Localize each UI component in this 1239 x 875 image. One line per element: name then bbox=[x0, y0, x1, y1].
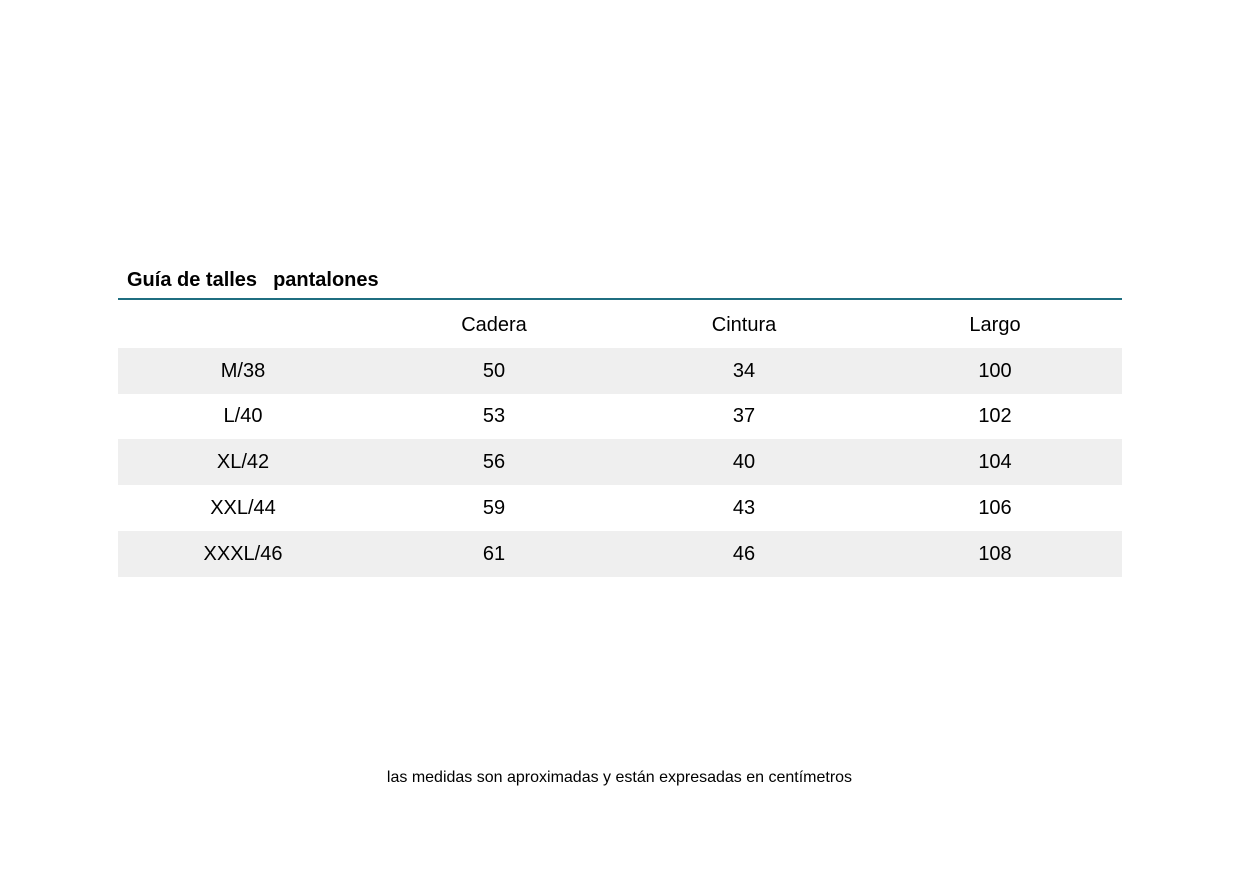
cintura-cell: 46 bbox=[732, 542, 756, 565]
largo-cell: 106 bbox=[978, 497, 1012, 520]
size-cell: XL/42 bbox=[216, 451, 270, 474]
table-header-row bbox=[118, 302, 1122, 348]
table-row bbox=[118, 439, 1122, 485]
title-text: Guía de talles bbox=[127, 269, 258, 291]
header-cell-largo: Largo bbox=[969, 313, 1021, 336]
cintura-cell: 40 bbox=[732, 451, 756, 474]
page-title bbox=[127, 268, 379, 292]
title-subtitle: pantalones bbox=[273, 269, 379, 291]
table-row bbox=[118, 348, 1122, 394]
table-row bbox=[118, 394, 1122, 440]
largo-cell: 100 bbox=[978, 359, 1012, 382]
cintura-cell: 37 bbox=[732, 405, 756, 428]
cintura-cell: 43 bbox=[732, 497, 756, 520]
cadera-cell: 59 bbox=[482, 497, 506, 520]
table-row bbox=[118, 531, 1122, 577]
title-bar bbox=[118, 264, 1122, 300]
size-cell: XXL/44 bbox=[210, 497, 276, 520]
largo-cell: 104 bbox=[978, 451, 1012, 474]
size-table bbox=[118, 302, 1122, 577]
cadera-cell: 61 bbox=[482, 542, 506, 565]
cadera-cell: 56 bbox=[482, 451, 506, 474]
header-cell-cintura: Cintura bbox=[711, 313, 777, 336]
cadera-cell: 50 bbox=[482, 359, 506, 382]
size-cell: XXXL/46 bbox=[203, 542, 283, 565]
largo-cell: 102 bbox=[978, 405, 1012, 428]
footnote: las medidas son aproximadas y están expresadas en centímetros bbox=[386, 769, 853, 786]
header-cell-cadera: Cadera bbox=[461, 313, 527, 336]
largo-cell: 108 bbox=[978, 542, 1012, 565]
table-row bbox=[118, 485, 1122, 531]
cadera-cell: 53 bbox=[482, 405, 506, 428]
cintura-cell: 34 bbox=[732, 359, 756, 382]
size-cell: L/40 bbox=[223, 405, 263, 428]
size-cell: M/38 bbox=[220, 359, 266, 382]
